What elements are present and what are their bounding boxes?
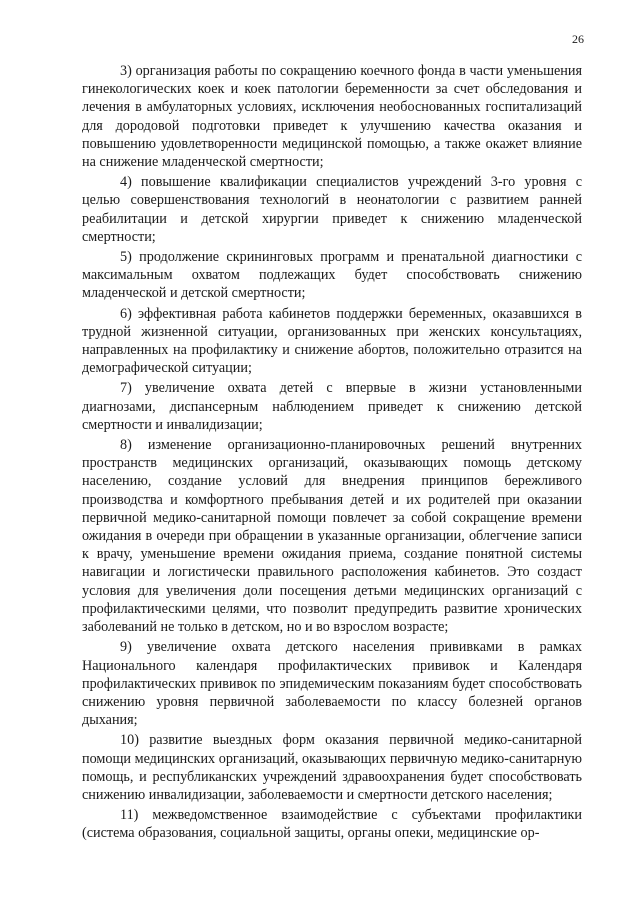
paragraph-item-8: 8) изменение организационно-планировочных решений внутренних пространств медицинских организаций, оказывающих помощь детскому населению, создание условий для внедрения принципов бережливого производства и комфортного пребывания детей и их родителей при оказании первичной медико-санитарной помощи повлечет за собой сокращение времени ожидания в очереди при обращении в указанные организации, облегчение записи к врачу, уменьшение времени ожидания приема, создание понятной системы навигации и логистически правильного расположения кабинетов. Это создаст условия для увеличения доли посещения детьми медицинских организаций с профилактическими целями, что позволит предупредить развитие хронических заболеваний не только в детском, но и во взрослом возрасте;: [82, 437, 582, 636]
page-number: 26: [572, 32, 584, 46]
paragraph-item-10: 10) развитие выездных форм оказания первичной медико-санитарной помощи медицинских организаций, оказывающих первичную медико-санитарную помощь, и республиканских учреждений здравоохранения будет способствовать снижению инвалидизации, заболеваемости и смертности детского населения;: [82, 732, 582, 803]
paragraph-item-9: 9) увеличение охвата детского населения прививками в рамках Национального календаря профилактических прививок и Календаря профилактических прививок по эпидемическим показаниям будет способствовать снижению уровня первичной заболеваемости по классу болезней органов дыхания;: [82, 639, 582, 729]
paragraph-item-5: 5) продолжение скрининговых программ и пренатальной диагностики с максимальным охватом подлежащих будет способствовать снижению младенческой и детской смертности;: [82, 249, 582, 302]
paragraph-item-11: 11) межведомственное взаимодействие с субъектами профилактики (система образования, социальной защиты, органы опеки, медицинские ор-: [82, 807, 582, 842]
paragraph-item-6: 6) эффективная работа кабинетов поддержки беременных, оказавшихся в трудной жизненной ситуации, организованных при женских консультациях, направленных на профилактику и снижение абортов, положительно отразится на демографической ситуации;: [82, 305, 582, 377]
document-body: [82, 62, 582, 845]
paragraph-item-7: 7) увеличение охвата детей с впервые в жизни установленными диагнозами, диспансерным наблюдением приведет к снижению детской смертности и инвалидизации;: [82, 380, 582, 433]
paragraph-item-4: 4) повышение квалификации специалистов учреждений 3-го уровня с целью совершенствования технологий в неонатологии с развитием ранней реабилитации и детской хирургии приведет к снижению младенческой смертности;: [82, 174, 582, 245]
paragraph-item-3: 3) организация работы по сокращению коечного фонда в части уменьшения гинекологических коек и коек патологии беременности за счет обследования и лечения в амбулаторных условиях, исключения необоснованных госпитализаций для дородовой подготовки приведет к улучшению качества оказания и повышению удовлетворенности медицинской помощью, а также окажет влияние на снижение младенческой смертности;: [82, 63, 582, 171]
